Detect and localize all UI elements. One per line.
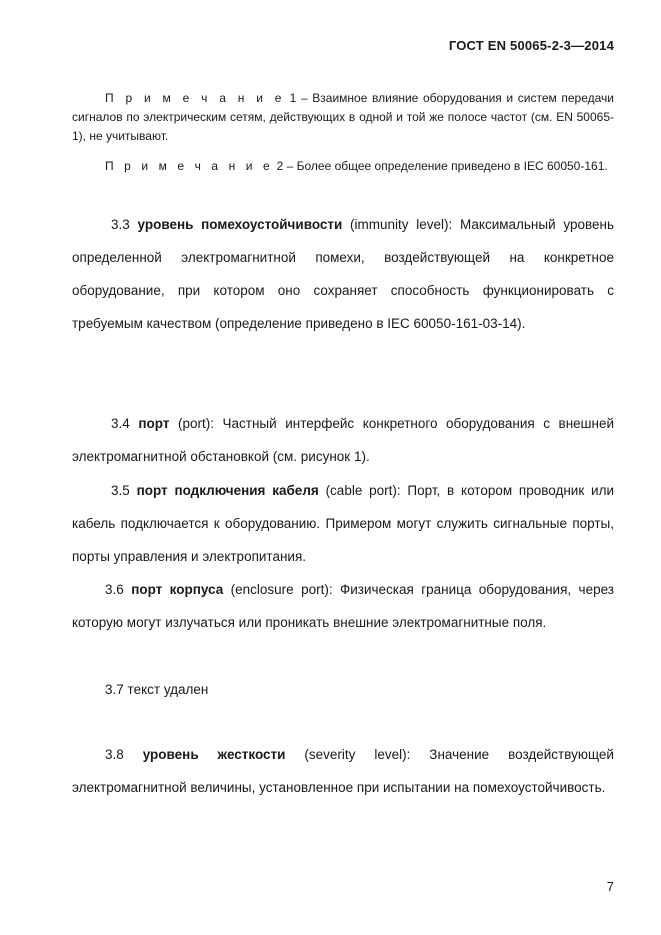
section-number: 3.7 <box>105 682 124 697</box>
note-label: П р и м е ч а н и е <box>105 91 286 105</box>
section-3-3 <box>72 208 614 340</box>
section-text: (severity level): Значение воздействующей электромагнитной величины, установленное при испытании на помехоустойчивость. <box>72 747 614 795</box>
section-number: 3.8 <box>105 747 124 762</box>
section-number: 3.3 <box>111 217 130 232</box>
section-3-8 <box>72 738 614 804</box>
section-text: (cable port): Порт, в котором проводник или кабель подключается к оборудованию. Примером могут служить сигнальные порты, порты управления и электропитания. <box>72 483 614 564</box>
section-term: порт подключения кабеля <box>136 483 319 498</box>
note-text: 1 – Взаимное влияние оборудования и систем передачи сигналов по электрическим сетям, действующих в одной и той же полосе частот (см. EN 50065-1), не учитывают. <box>72 91 615 143</box>
note-2 <box>72 157 614 176</box>
note-text: 2 – Более общее определение приведено в IEC 60050-161. <box>273 159 608 173</box>
section-text: (enclosure port): Физическая граница оборудования, через которую могут излучаться или проникать внешние электромагнитные поля. <box>72 582 614 630</box>
section-3-4 <box>72 407 614 473</box>
section-number: 3.4 <box>111 416 130 431</box>
section-text: (immunity level): Максимальный уровень определенной электромагнитной помехи, воздействующей на конкретное оборудование, при котором оно сохраняет способность функционировать с требуемым качеством (определение приведено в IEC 60050-161-03-14). <box>72 217 614 331</box>
section-text: (port): Частный интерфейс конкретного оборудования с внешней электромагнитной обстановкой (см. рисунок 1). <box>72 416 614 464</box>
section-term: порт <box>138 416 170 431</box>
note-1 <box>72 89 614 146</box>
section-number: 3.6 <box>105 582 124 597</box>
section-text: текст удален <box>123 682 209 697</box>
section-term: уровень помехоустойчивости <box>137 217 343 232</box>
section-term: порт корпуса <box>131 582 224 597</box>
section-3-5 <box>72 474 614 573</box>
section-3-7 <box>72 673 614 706</box>
section-3-6 <box>72 573 614 639</box>
section-number: 3.5 <box>111 483 130 498</box>
page-number: 7 <box>606 879 614 894</box>
section-term: уровень жесткости <box>142 747 286 762</box>
note-label: П р и м е ч а н и е <box>105 159 274 173</box>
document-code-header: ГОСТ EN 50065-2-3—2014 <box>448 38 614 53</box>
